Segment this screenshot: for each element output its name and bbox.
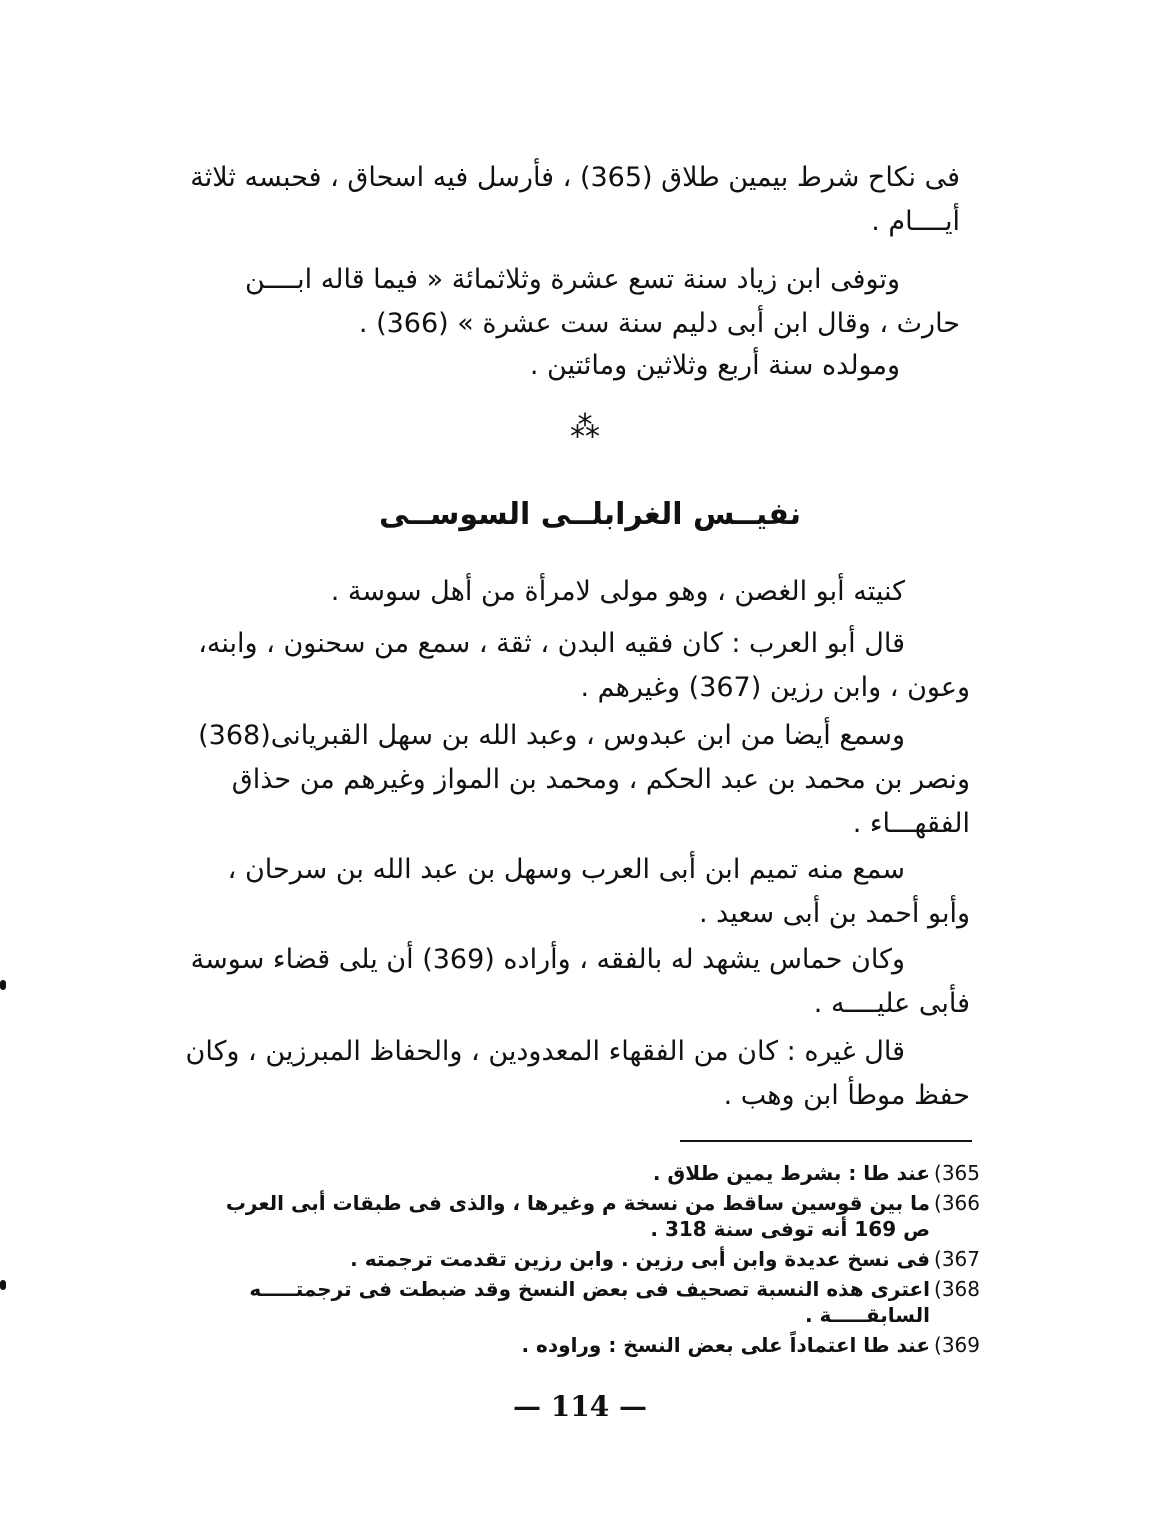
footnote-text: ما بين قوسين ساقط من نسخة م وغيرها ، والذى فى طبقات أبى العرب — [225, 1191, 930, 1215]
footnote-368 — [215, 1276, 980, 1328]
text-line: وتوفى ابن زياد سنة تسع عشرة وثلاثمائة « فيما قاله ابــــن — [244, 264, 900, 295]
footnote-text: ص 169 أنه توفى سنة 318 . — [650, 1217, 930, 1241]
paragraph-7 — [215, 848, 970, 936]
paragraph-9 — [185, 1030, 970, 1118]
footnote-separator — [680, 1140, 972, 1142]
page-number: — 114 — — [513, 1390, 647, 1423]
text-line: قال أبو العرب : كان فقيه البدن ، ثقة ، سمع من سحنون ، وابنه، — [198, 628, 905, 659]
footnote-367 — [215, 1246, 980, 1272]
footnotes — [215, 1160, 980, 1362]
text-line: وعون ، وابن رزين (367) وغيرهم . — [580, 672, 970, 703]
footnote-text: اعترى هذه النسبة تصحيف فى بعض النسخ وقد ضبطت فى ترجمتـــــه — [249, 1277, 930, 1301]
text-line: قال غيره : كان من الفقهاء المعدودين ، والحفاظ المبرزين ، وكان — [185, 1036, 905, 1067]
text-line: حارث ، وقال ابن أبى دليم سنة ست عشرة » (366) . — [358, 308, 960, 339]
footnote-number: 367) — [934, 1247, 980, 1271]
text-line: فى نكاح شرط بيمين طلاق (365) ، فأرسل فيه اسحاق ، فحبسه ثلاثة — [190, 162, 960, 193]
paragraph-8 — [190, 938, 970, 1026]
footnote-365 — [215, 1160, 980, 1186]
text-line: الفقهـــاء . — [852, 808, 970, 839]
scan-edge-mark — [0, 980, 6, 990]
text-line: حفظ موطأ ابن وهب . — [723, 1080, 970, 1111]
scan-edge-mark — [0, 1280, 6, 1290]
footnote-369 — [215, 1332, 980, 1358]
text-line: فأبى عليــــه . — [813, 988, 970, 1019]
section-heading: نفيــس الغرابلــى السوســى — [379, 497, 801, 532]
text-line: وسمع أيضا من ابن عبدوس ، وعبد الله بن سهل القبريانى(368) — [198, 720, 905, 751]
text-line: سمع منه تميم ابن أبى العرب وسهل بن عبد الله بن سرحان ، — [227, 854, 905, 885]
footnote-number: 365) — [934, 1161, 980, 1185]
footnote-text: عند طا : بشرط يمين طلاق . — [652, 1161, 930, 1185]
text-line: وكان حماس يشهد له بالفقه ، وأراده (369) أن يلى قضاء سوسة — [190, 944, 905, 975]
section-ornament: ⁂ — [570, 410, 600, 445]
footnote-number: 368) — [934, 1277, 980, 1301]
text-line: ومولده سنة أربع وثلاثين ومائتين . — [529, 350, 900, 381]
footnote-text: السابقـــــة . — [805, 1303, 930, 1327]
paragraph-2 — [205, 258, 960, 346]
footnote-366 — [215, 1190, 980, 1242]
footnote-number: 369) — [934, 1333, 980, 1357]
paragraph-5 — [198, 622, 970, 710]
text-line: كنيته أبو الغصن ، وهو مولى لامرأة من أهل سوسة . — [330, 576, 905, 607]
footnote-text: فى نسخ عديدة وابن أبى رزين . وابن رزين تقدمت ترجمته . — [350, 1247, 930, 1271]
footnote-number: 366) — [934, 1191, 980, 1215]
paragraph-6 — [198, 714, 970, 846]
text-line: ونصر بن محمد بن عبد الحكم ، ومحمد بن المواز وغيرهم من حذاق — [231, 764, 970, 795]
text-line: وأبو أحمد بن أبى سعيد . — [698, 898, 970, 929]
text-line: أيــــام . — [871, 206, 960, 237]
footnote-text: عند طا اعتماداً على بعض النسخ : وراوده . — [521, 1333, 930, 1357]
paragraph-1 — [190, 156, 960, 244]
paragraph-4 — [215, 570, 970, 614]
paragraph-3 — [205, 344, 960, 388]
